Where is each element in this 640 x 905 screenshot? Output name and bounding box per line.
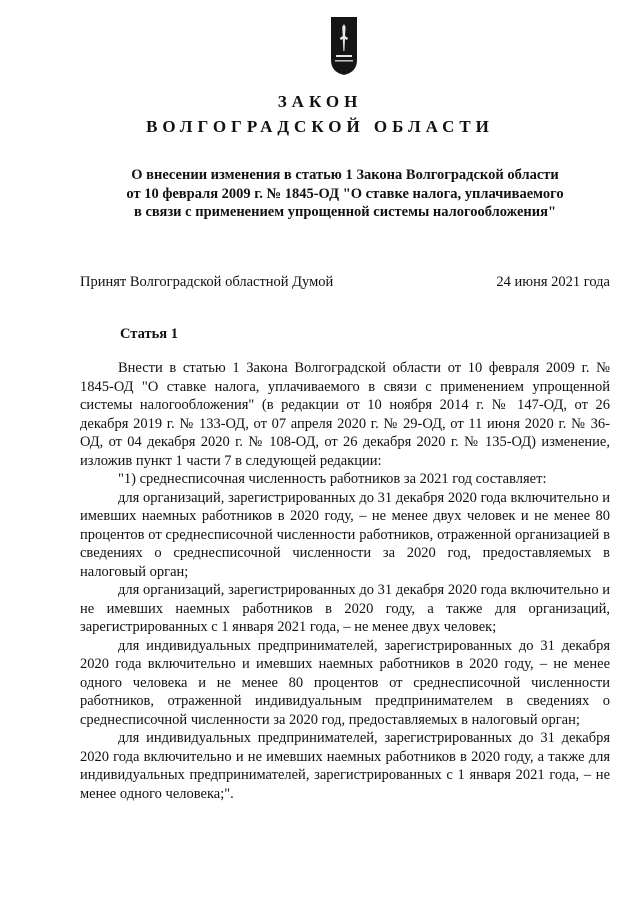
subject-line: в связи с применением упрощенной системы налогообложения" (133, 204, 557, 220)
region-title: ВОЛГОГРАДСКОЙ ОБЛАСТИ (146, 117, 494, 136)
paragraph: для индивидуальных предпринимателей, зарегистрированных до 31 декабря 2020 года включительно и имевших наемных работников в 2020 году, – не менее одного человека и не менее 80 процентов от среднесписочной численности работников, отраженной индивидуальным предпринимателем в сведениях о среднесписочной численности за 2020 год, предоставляемых в налоговый орган; (80, 637, 610, 728)
adoption-date: 24 июня 2021 года (496, 274, 610, 290)
subject-line: О внесении изменения в статью 1 Закона Волгоградской области (131, 167, 559, 183)
paragraph: Внести в статью 1 Закона Волгоградской области от 10 февраля 2009 г. № 1845-ОД "О ставке налога, уплачиваемого в связи с применением упрощенной системы налогообложения" (в редакции от 10 ноября 2014 г. № 147-ОД, от 26 декабря 2019 г. № 133-ОД, от 07 апреля 2020 г. № 29-ОД, от 11 июня 2020 г. № 36-ОД, от 04 декабря 2020 г. № 108-ОД, от 26 декабря 2020 г. № 135-ОД) изменение, изложив пункт 1 части 7 в следующей редакции: (80, 360, 610, 469)
subject-line: от 10 февраля 2009 г. № 1845-ОД "О ставке налога, уплачиваемого (126, 185, 564, 202)
adoption-info (80, 274, 610, 291)
paragraph: для индивидуальных предпринимателей, зарегистрированных до 31 декабря 2020 года включительно и не имевших наемных работников в 2020 году, а также для индивидуальных предпринимателей, зарегистрированных с 1 января 2021 года, – не менее одного человека;". (80, 730, 610, 802)
paragraph: "1) среднесписочная численность работников за 2021 год составляет: (118, 471, 547, 487)
article-title: Статья 1 (120, 326, 178, 342)
coat-of-arms-icon (330, 16, 358, 76)
paragraph: для организаций, зарегистрированных до 31 декабря 2020 года включительно и не имевших наемных работников в 2020 году, а также для организаций, зарегистрированных с 1 января 2021 года, – не менее двух человек; (80, 582, 610, 635)
article-body (80, 359, 610, 803)
law-subject (80, 166, 610, 222)
adopted-by: Принят Волгоградской областной Думой (80, 274, 334, 290)
paragraph: для организаций, зарегистрированных до 31 декабря 2020 года включительно и имевших наемных работников в 2020 году, – не менее двух человек и не менее 80 процентов от среднесписочной численности работников, отраженной организацией в сведениях о среднесписочной численности за 2020 год, предоставляемых в налоговый орган; (80, 489, 610, 580)
law-title: ЗАКОН (277, 92, 363, 111)
